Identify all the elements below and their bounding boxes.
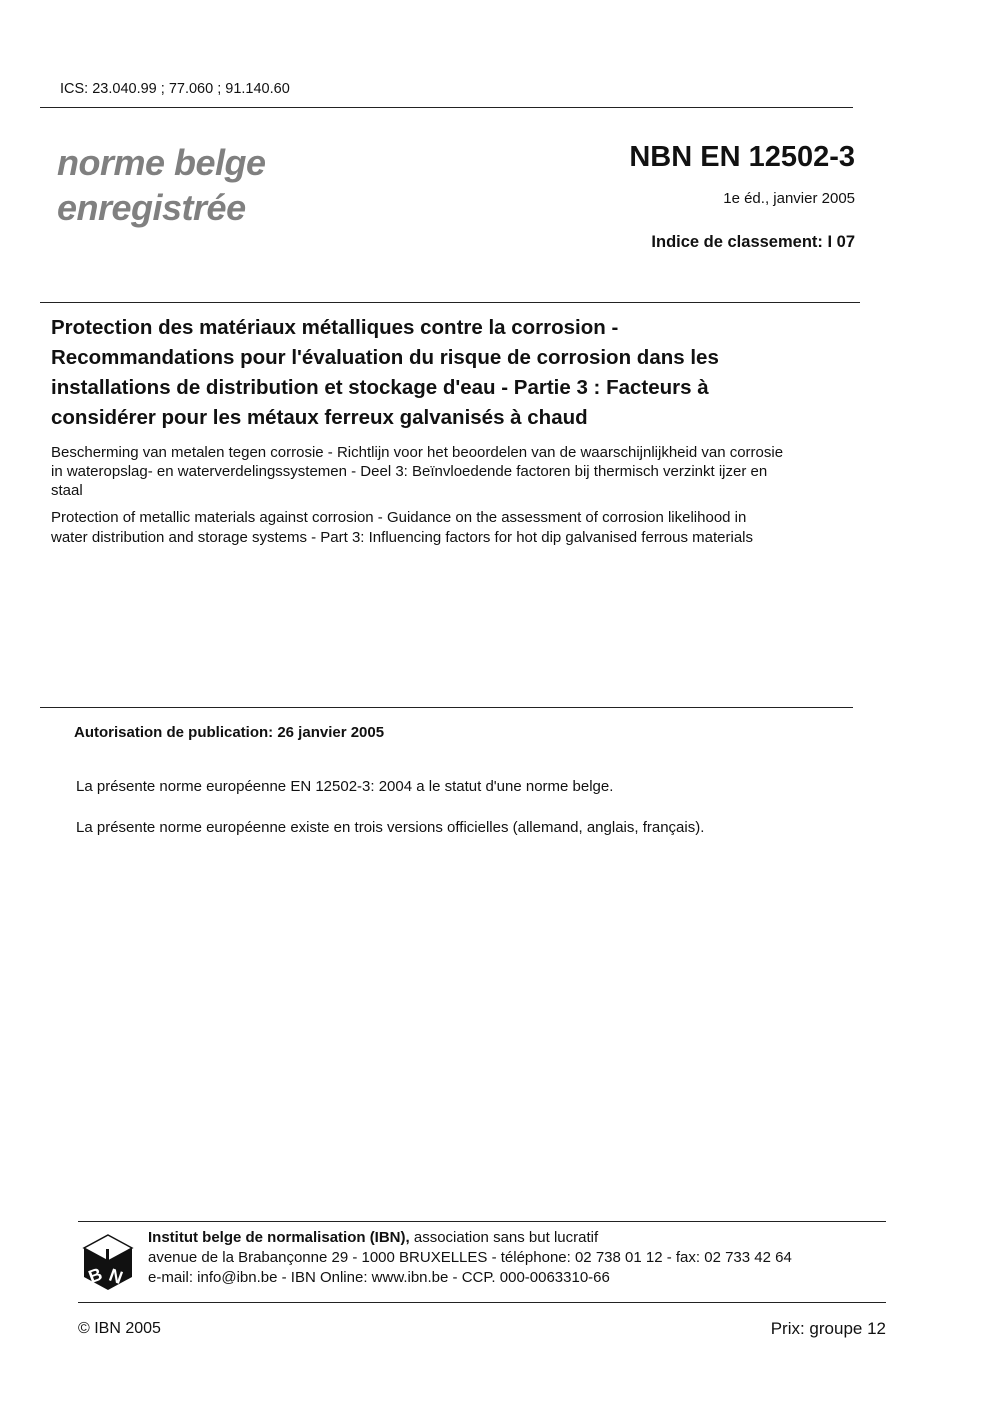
standard-number: NBN EN 12502-3	[629, 141, 855, 173]
authorization-date: Autorisation de publication: 26 janvier 2005	[74, 724, 385, 741]
org-type: association sans but lucratif	[409, 1229, 599, 1246]
org-name: Institut belge de normalisation (IBN),	[148, 1229, 410, 1246]
ibn-logo-icon	[82, 1233, 134, 1291]
title-line: water distribution and storage systems - Part 3: Influencing factors for hot dip galvanised ferrous materials	[51, 529, 754, 546]
divider	[40, 707, 853, 708]
title-line: considérer pour les métaux ferreux galvanisés à chaud	[51, 406, 588, 429]
title-dutch	[51, 443, 783, 500]
title-line: Protection of metallic materials against corrosion - Guidance on the assessment of corrosion likelihood in	[51, 509, 747, 526]
edition: 1e éd., janvier 2005	[723, 190, 855, 207]
ics-codes: ICS: 23.040.99 ; 77.060 ; 91.140.60	[60, 81, 290, 97]
title-french	[51, 313, 719, 433]
category-line-1: norme belge	[57, 142, 266, 183]
org-contact: e-mail: info@ibn.be - IBN Online: www.ibn.be - CCP. 000-0063310-66	[148, 1269, 610, 1286]
org-address: avenue de la Brabançonne 29 - 1000 BRUXELLES - téléphone: 02 738 01 12 - fax: 02 733 42 64	[148, 1249, 792, 1266]
title-line: Bescherming van metalen tegen corrosie - Richtlijn voor het beoordelen van de waarschijnlijkheid van corrosie	[51, 444, 784, 461]
divider	[40, 302, 860, 303]
svg-text:B: B	[85, 1263, 105, 1288]
price-group: Prix: groupe 12	[770, 1319, 886, 1338]
classification-index: Indice de classement: I 07	[651, 233, 855, 251]
divider	[40, 107, 853, 108]
versions-paragraph: La présente norme européenne existe en trois versions officielles (allemand, anglais, français).	[76, 819, 705, 836]
title-line: in wateropslag- en waterverdelingssystemen - Deel 3: Beïnvloedende factoren bij thermisch verzinkt ijzer en	[51, 463, 768, 480]
title-english	[51, 508, 753, 548]
category-line-2: enregistrée	[57, 187, 246, 228]
svg-text:N: N	[106, 1264, 126, 1288]
divider	[78, 1221, 886, 1222]
copyright: © IBN 2005	[78, 1320, 161, 1337]
status-paragraph: La présente norme européenne EN 12502-3: 2004 a le statut d'une norme belge.	[76, 778, 614, 795]
divider	[78, 1302, 886, 1303]
title-line: Recommandations pour l'évaluation du risque de corrosion dans les	[51, 346, 719, 369]
title-line: staal	[51, 482, 83, 499]
title-line: Protection des matériaux métalliques contre la corrosion -	[51, 316, 619, 339]
title-line: installations de distribution et stockage d'eau - Partie 3 : Facteurs à	[51, 376, 709, 399]
organization-info	[148, 1228, 792, 1288]
